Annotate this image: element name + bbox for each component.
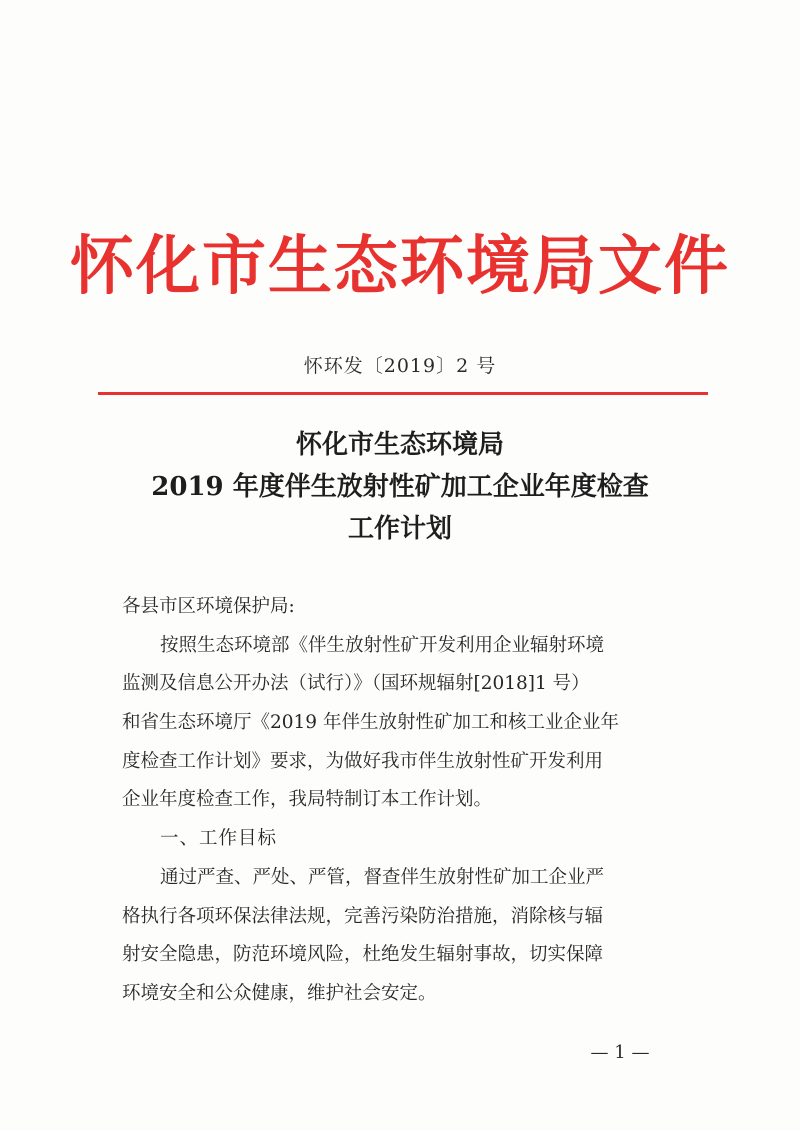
title-line-3: 工作计划: [347, 514, 452, 544]
document-title: [0, 424, 800, 550]
document-masthead: 怀化市生态环境局文件: [70, 229, 730, 304]
title-line-2: 2019 年度伴生放射性矿加工企业年度检查: [151, 472, 649, 502]
paragraph-1-line: 监测及信息公开办法（试行）》（国环规辐射[2018]1 号）: [122, 673, 590, 695]
red-divider-line: [98, 392, 708, 395]
document-body: [122, 588, 682, 1014]
paragraph-1-line: 企业年度检查工作，我局特制订本工作计划。: [122, 789, 493, 811]
paragraph-1-line: 度检查工作计划》要求，为做好我市伴生放射性矿开发利用: [122, 750, 604, 772]
paragraph-2-line: 格执行各项环保法律法规，完善污染防治措施，消除核与辐: [122, 905, 604, 927]
page-number: — 1 —: [590, 1042, 650, 1063]
salutation: 各县市区环境保护局:: [122, 596, 295, 617]
paragraph-2-line: 通过严查、严处、严管，督查伴生放射性矿加工企业严: [160, 866, 605, 888]
paragraph-1-line: 和省生态环境厅《2019 年伴生放射性矿加工和核工业企业年: [122, 712, 619, 734]
paragraph-2-line: 射安全隐患，防范环境风险，杜绝发生辐射事故，切实保障: [122, 944, 604, 966]
document-number: 怀环发〔2019〕2 号: [303, 355, 497, 377]
section-heading: 一、工作目标: [160, 828, 278, 850]
title-line-1: 怀化市生态环境局: [295, 430, 504, 460]
paragraph-1-line: 按照生态环境部《伴生放射性矿开发利用企业辐射环境: [160, 634, 605, 656]
paragraph-2-line: 环境安全和公众健康，维护社会安定。: [122, 982, 437, 1004]
